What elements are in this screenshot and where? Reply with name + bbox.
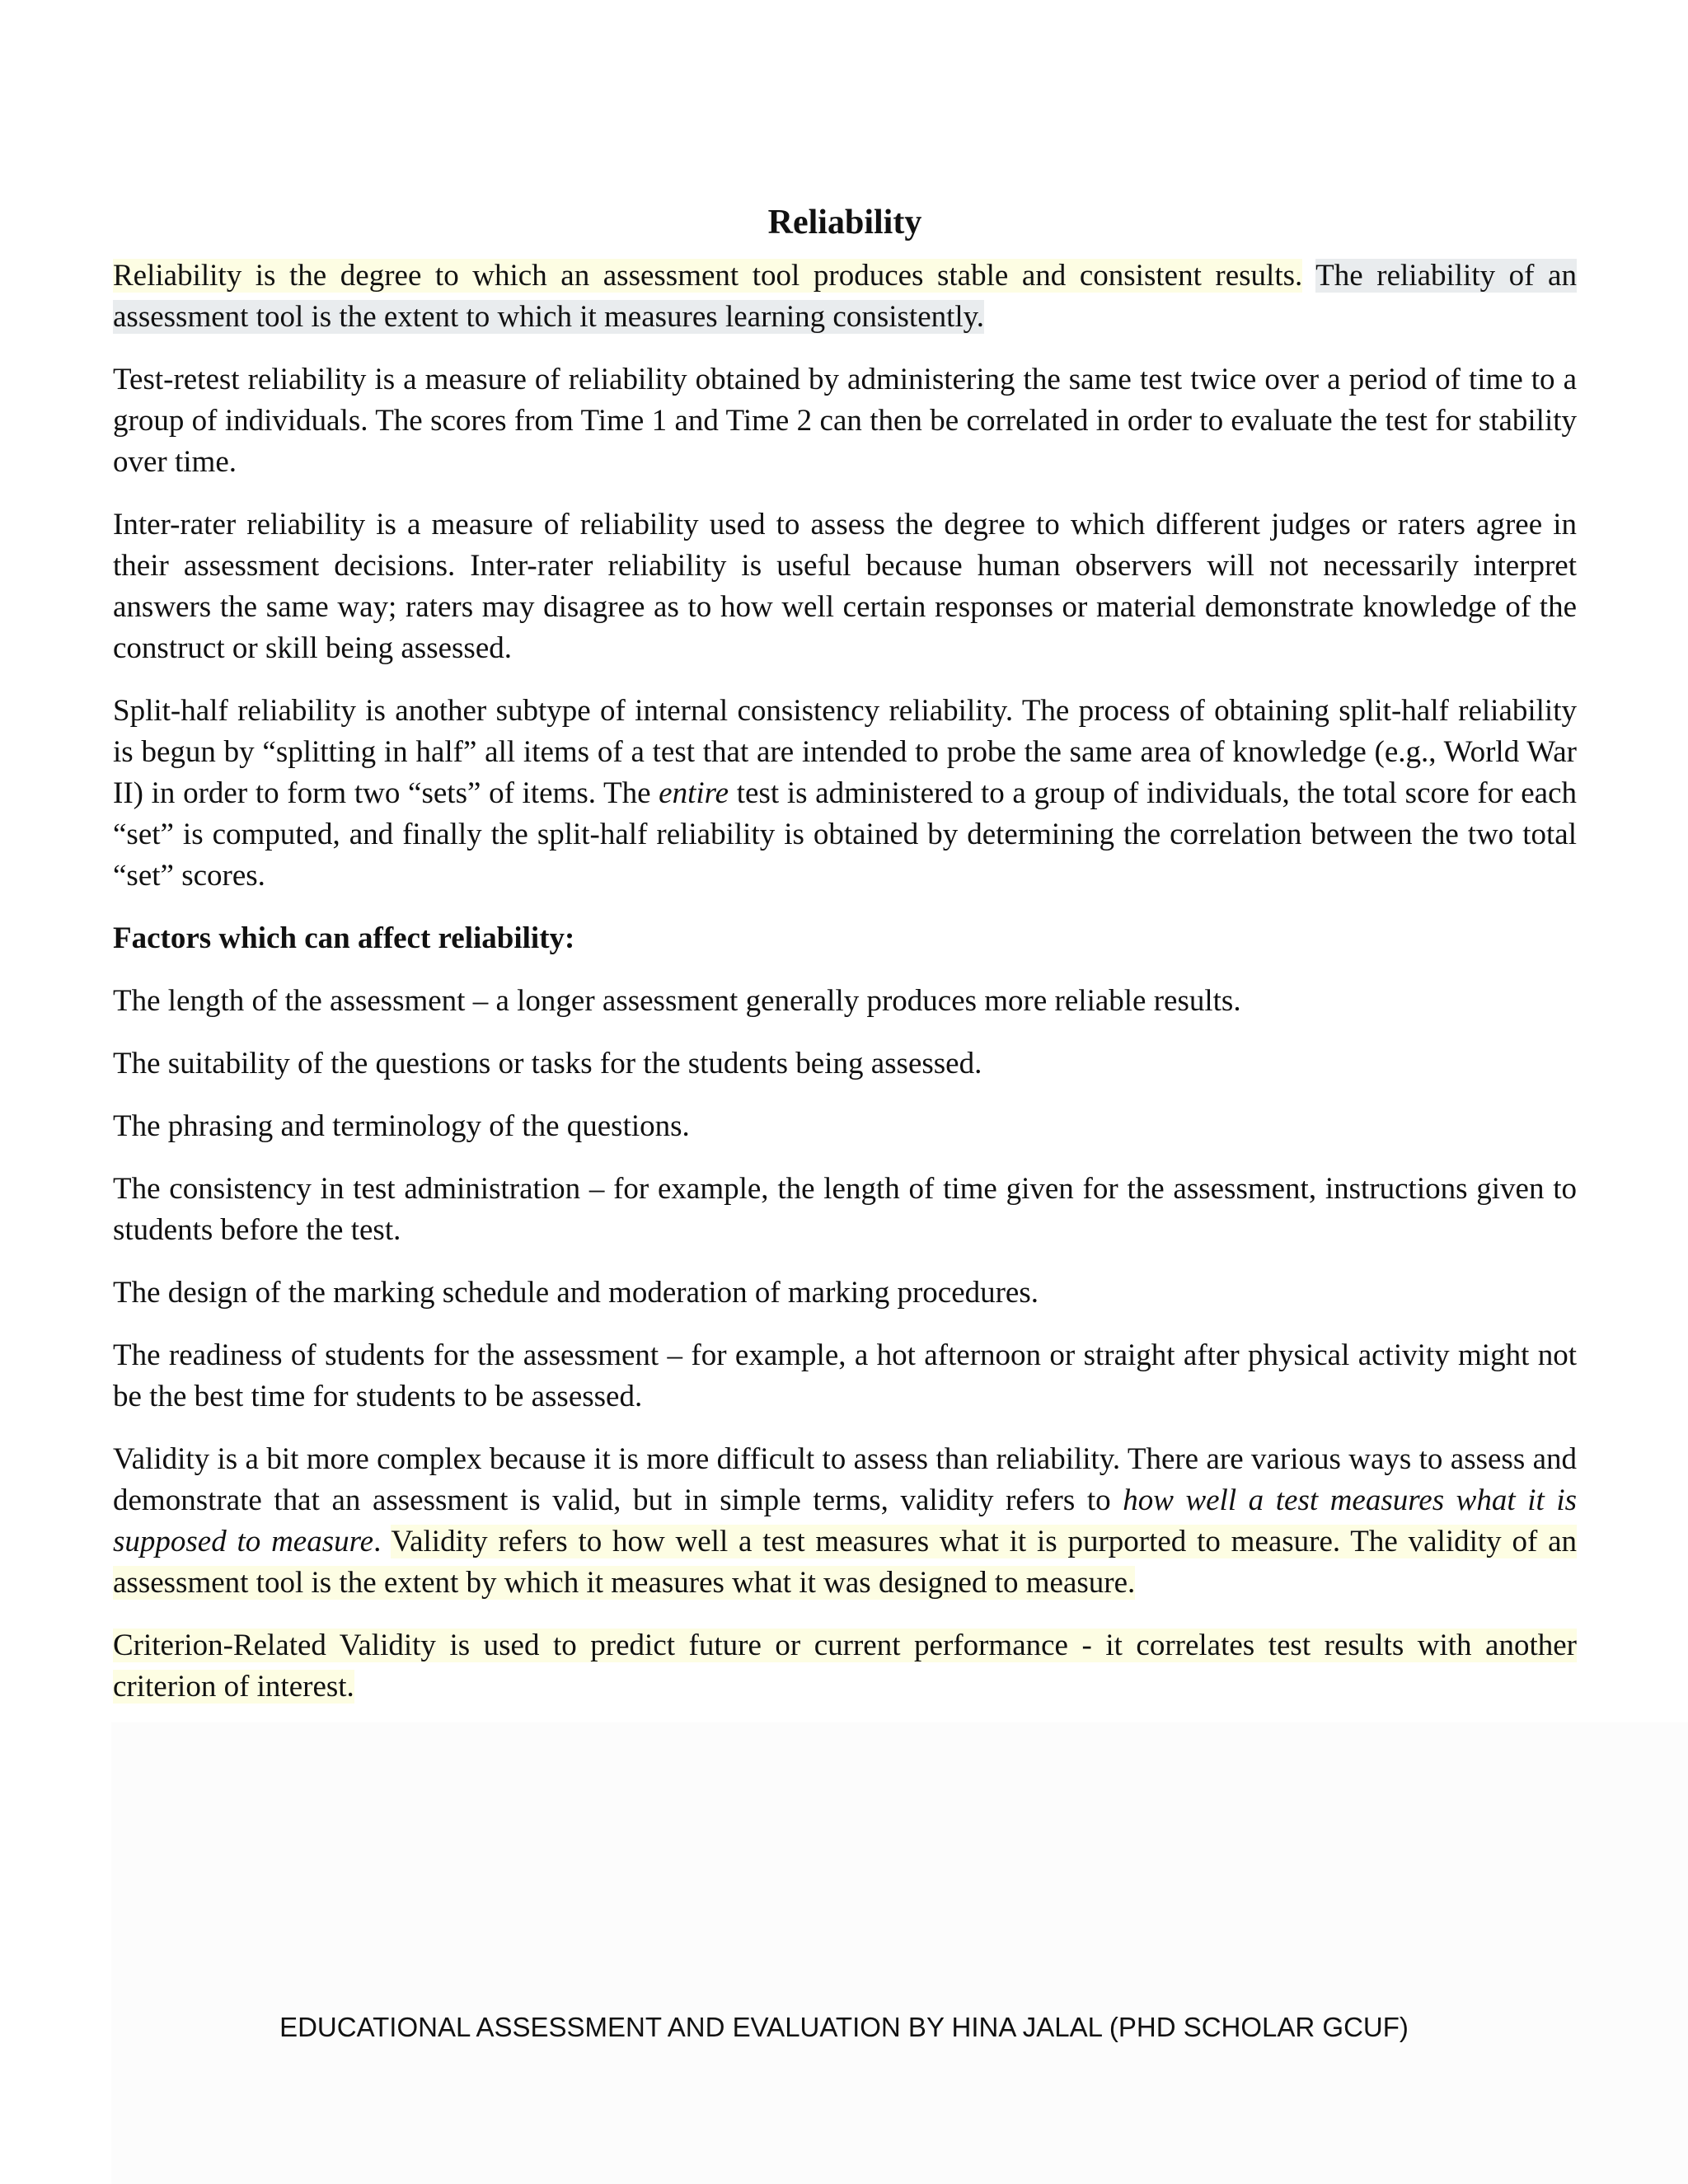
split-half-text-before: Split-half reliability is another subtype of internal consistency reliability. The process of obtaining split-half reliability is begun by “splitting in half” all items of a test that are intended to probe the same area of knowledge (e.g., World War II) in order to form two “sets” of items. The (113, 694, 1577, 810)
validity-emphasis: how well a test measures what it is supposed to measure (113, 1483, 1578, 1558)
factor-item: The suitability of the questions or tasks for the students being assessed. (113, 1047, 982, 1080)
document-title: Reliability (767, 204, 922, 241)
factors-heading: Factors which can affect reliability: (113, 921, 575, 955)
validity-text-before: Validity is a bit more complex because it is more difficult to assess than reliability. There are various ways to assess and demonstrate that an assessment is valid, but in simple terms, validity refers to (113, 1442, 1577, 1517)
intro-highlight-yellow: Reliability is the degree to which an assessment tool produces stable and consistent results. (113, 259, 1303, 293)
factor-item: The length of the assessment – a longer assessment generally produces more reliable results. (113, 984, 1241, 1018)
factor-item: The phrasing and terminology of the questions. (113, 1109, 690, 1143)
factor-item: The readiness of students for the assessment – for example, a hot afternoon or straight after physical activity might not be the best time for students to be assessed. (113, 1338, 1577, 1413)
inter-rater-paragraph: Inter-rater reliability is a measure of reliability used to assess the degree to which different judges or raters agree in their assessment decisions. Inter-rater reliability is useful because human observers will not necessarily interpret answers the same way; raters may disagree as to how well certain responses or material demonstrate knowledge of the construct or skill being assessed. (113, 508, 1577, 665)
document-body (113, 196, 1577, 1729)
validity-text-after: . (373, 1525, 392, 1558)
test-retest-paragraph: Test-retest reliability is a measure of reliability obtained by administering the same test twice over a period of time to a group of individuals. The scores from Time 1 and Time 2 can then be correlated in order to evaluate the test for stability over time. (113, 363, 1577, 479)
page-shade (111, 1722, 1688, 2184)
page-footer: EDUCATIONAL ASSESSMENT AND EVALUATION BY HINA JALAL (PHD SCHOLAR GCUF) (279, 2012, 1409, 2042)
intro-paragraph (113, 255, 1577, 338)
factor-item: The consistency in test administration – for example, the length of time given for the assessment, instructions given to students before the test. (113, 1172, 1577, 1247)
criterion-paragraph (113, 1625, 1577, 1708)
split-half-paragraph (113, 691, 1577, 897)
intro-highlight-gray: The reliability of an assessment tool is the extent to which it measures learning consistently. (113, 259, 1577, 334)
criterion-highlight: Criterion-Related Validity is used to predict future or current performance - it correlates test results with another criterion of interest. (113, 1629, 1577, 1704)
factor-item: The design of the marking schedule and moderation of marking procedures. (113, 1276, 1039, 1310)
validity-paragraph (113, 1439, 1577, 1604)
split-half-emphasis: entire (659, 776, 729, 810)
validity-highlight: Validity refers to how well a test measures what it is purported to measure. The validity of an assessment tool is the extent by which it measures what it was designed to measure. (113, 1525, 1577, 1600)
split-half-text-after: test is administered to a group of individuals, the total score for each “set” is computed, and finally the split-half reliability is obtained by determining the correlation between the two total “set” scores. (113, 776, 1577, 893)
